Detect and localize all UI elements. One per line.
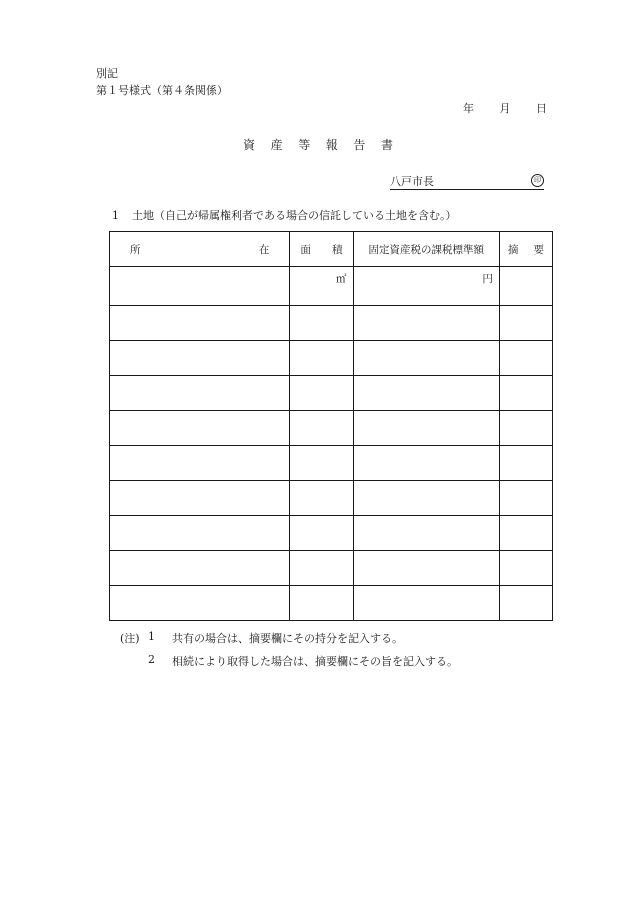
note-item: [120, 653, 458, 676]
cell-tax-base[interactable]: [353, 516, 499, 551]
cell-area[interactable]: [290, 516, 353, 551]
cell-area[interactable]: [290, 341, 353, 376]
cell-remarks[interactable]: [499, 376, 552, 411]
cell-location[interactable]: [110, 516, 290, 551]
form-number: 第１号様式（第４条関係）: [96, 84, 228, 97]
land-assets-table: [109, 231, 553, 621]
cell-area[interactable]: [290, 411, 353, 446]
note-text: 共有の場合は、摘要欄にその持分を記入する。: [172, 632, 403, 645]
cell-location[interactable]: [110, 586, 290, 621]
title-char: 告: [353, 138, 366, 152]
cell-remarks[interactable]: [499, 341, 552, 376]
table-row: [110, 306, 553, 341]
date-day: 日: [536, 102, 547, 115]
cell-remarks[interactable]: [499, 551, 552, 586]
cell-remarks[interactable]: [499, 516, 552, 551]
header-tax-base-label: 固定資産税の課税標準額: [368, 243, 484, 256]
recipient-label: 八戸市長: [390, 175, 434, 188]
cell-area[interactable]: [290, 376, 353, 411]
cell-tax-base[interactable]: [353, 481, 499, 516]
cell-location[interactable]: [110, 306, 290, 341]
notes-label: (注): [120, 632, 140, 645]
section-heading: [112, 207, 457, 223]
cell-tax-base[interactable]: [353, 341, 499, 376]
note-number: 1: [148, 630, 155, 643]
cell-location[interactable]: [110, 411, 290, 446]
cell-location[interactable]: [110, 376, 290, 411]
appendix-label: 別記: [96, 67, 118, 80]
header-tax-base: [353, 232, 499, 267]
seal-mark: 印: [531, 174, 544, 187]
date-year: 年: [463, 102, 474, 115]
table-row: [110, 586, 553, 621]
title-char: 報: [325, 138, 338, 152]
table-row: [110, 411, 553, 446]
notes: [120, 630, 458, 676]
table-row: [110, 551, 553, 586]
title-char: 等: [298, 138, 311, 152]
title-char: 書: [380, 138, 393, 152]
header-remarks: [499, 232, 552, 267]
tax-base-unit: 円: [482, 273, 493, 285]
note-text: 相続により取得した場合は、摘要欄にその旨を記入する。: [172, 655, 458, 668]
cell-tax-base[interactable]: [353, 376, 499, 411]
cell-area[interactable]: [290, 481, 353, 516]
cell-tax-base[interactable]: [353, 267, 499, 306]
recipient-line: [390, 173, 544, 190]
header-area-a: 面: [300, 243, 311, 256]
date-month: 月: [499, 102, 511, 115]
cell-tax-base[interactable]: [353, 411, 499, 446]
area-unit: ㎡: [336, 273, 347, 285]
cell-tax-base[interactable]: [353, 586, 499, 621]
table-row: [110, 516, 553, 551]
note-item: [120, 630, 458, 653]
cell-area[interactable]: [290, 551, 353, 586]
cell-remarks[interactable]: [499, 446, 552, 481]
cell-remarks[interactable]: [499, 411, 552, 446]
cell-area[interactable]: [290, 267, 353, 306]
title-char: 資: [243, 138, 256, 152]
table-row: [110, 341, 553, 376]
cell-remarks[interactable]: [499, 586, 552, 621]
table-row: [110, 446, 553, 481]
header-remarks-a: 摘: [507, 243, 519, 256]
cell-area[interactable]: [290, 586, 353, 621]
section-number: 1: [112, 209, 119, 222]
cell-location[interactable]: [110, 551, 290, 586]
section-text: 土地（自己が帰属権利者である場合の信託している土地を含む。）: [132, 209, 457, 222]
cell-tax-base[interactable]: [353, 446, 499, 481]
cell-remarks[interactable]: [499, 306, 552, 341]
header-location-b: 在: [258, 243, 270, 256]
cell-area[interactable]: [290, 306, 353, 341]
cell-area[interactable]: [290, 446, 353, 481]
title-char: 産: [270, 138, 283, 152]
table-header-row: [110, 232, 553, 267]
date-line: [463, 100, 547, 116]
table-row: [110, 481, 553, 516]
cell-tax-base[interactable]: [353, 306, 499, 341]
table-row: [110, 376, 553, 411]
header-remarks-b: 要: [533, 243, 544, 256]
note-number: 2: [148, 653, 155, 666]
cell-tax-base[interactable]: [353, 551, 499, 586]
cell-remarks[interactable]: [499, 481, 552, 516]
table-row: [110, 267, 553, 306]
header-area-b: 積: [332, 243, 343, 256]
cell-location[interactable]: [110, 446, 290, 481]
cell-location[interactable]: [110, 341, 290, 376]
header-area: [290, 232, 353, 267]
cell-location[interactable]: [110, 267, 290, 306]
header-location: [110, 232, 290, 267]
cell-location[interactable]: [110, 481, 290, 516]
document-title: [243, 136, 393, 153]
header-location-a: 所: [130, 243, 141, 256]
cell-remarks[interactable]: [499, 267, 552, 306]
